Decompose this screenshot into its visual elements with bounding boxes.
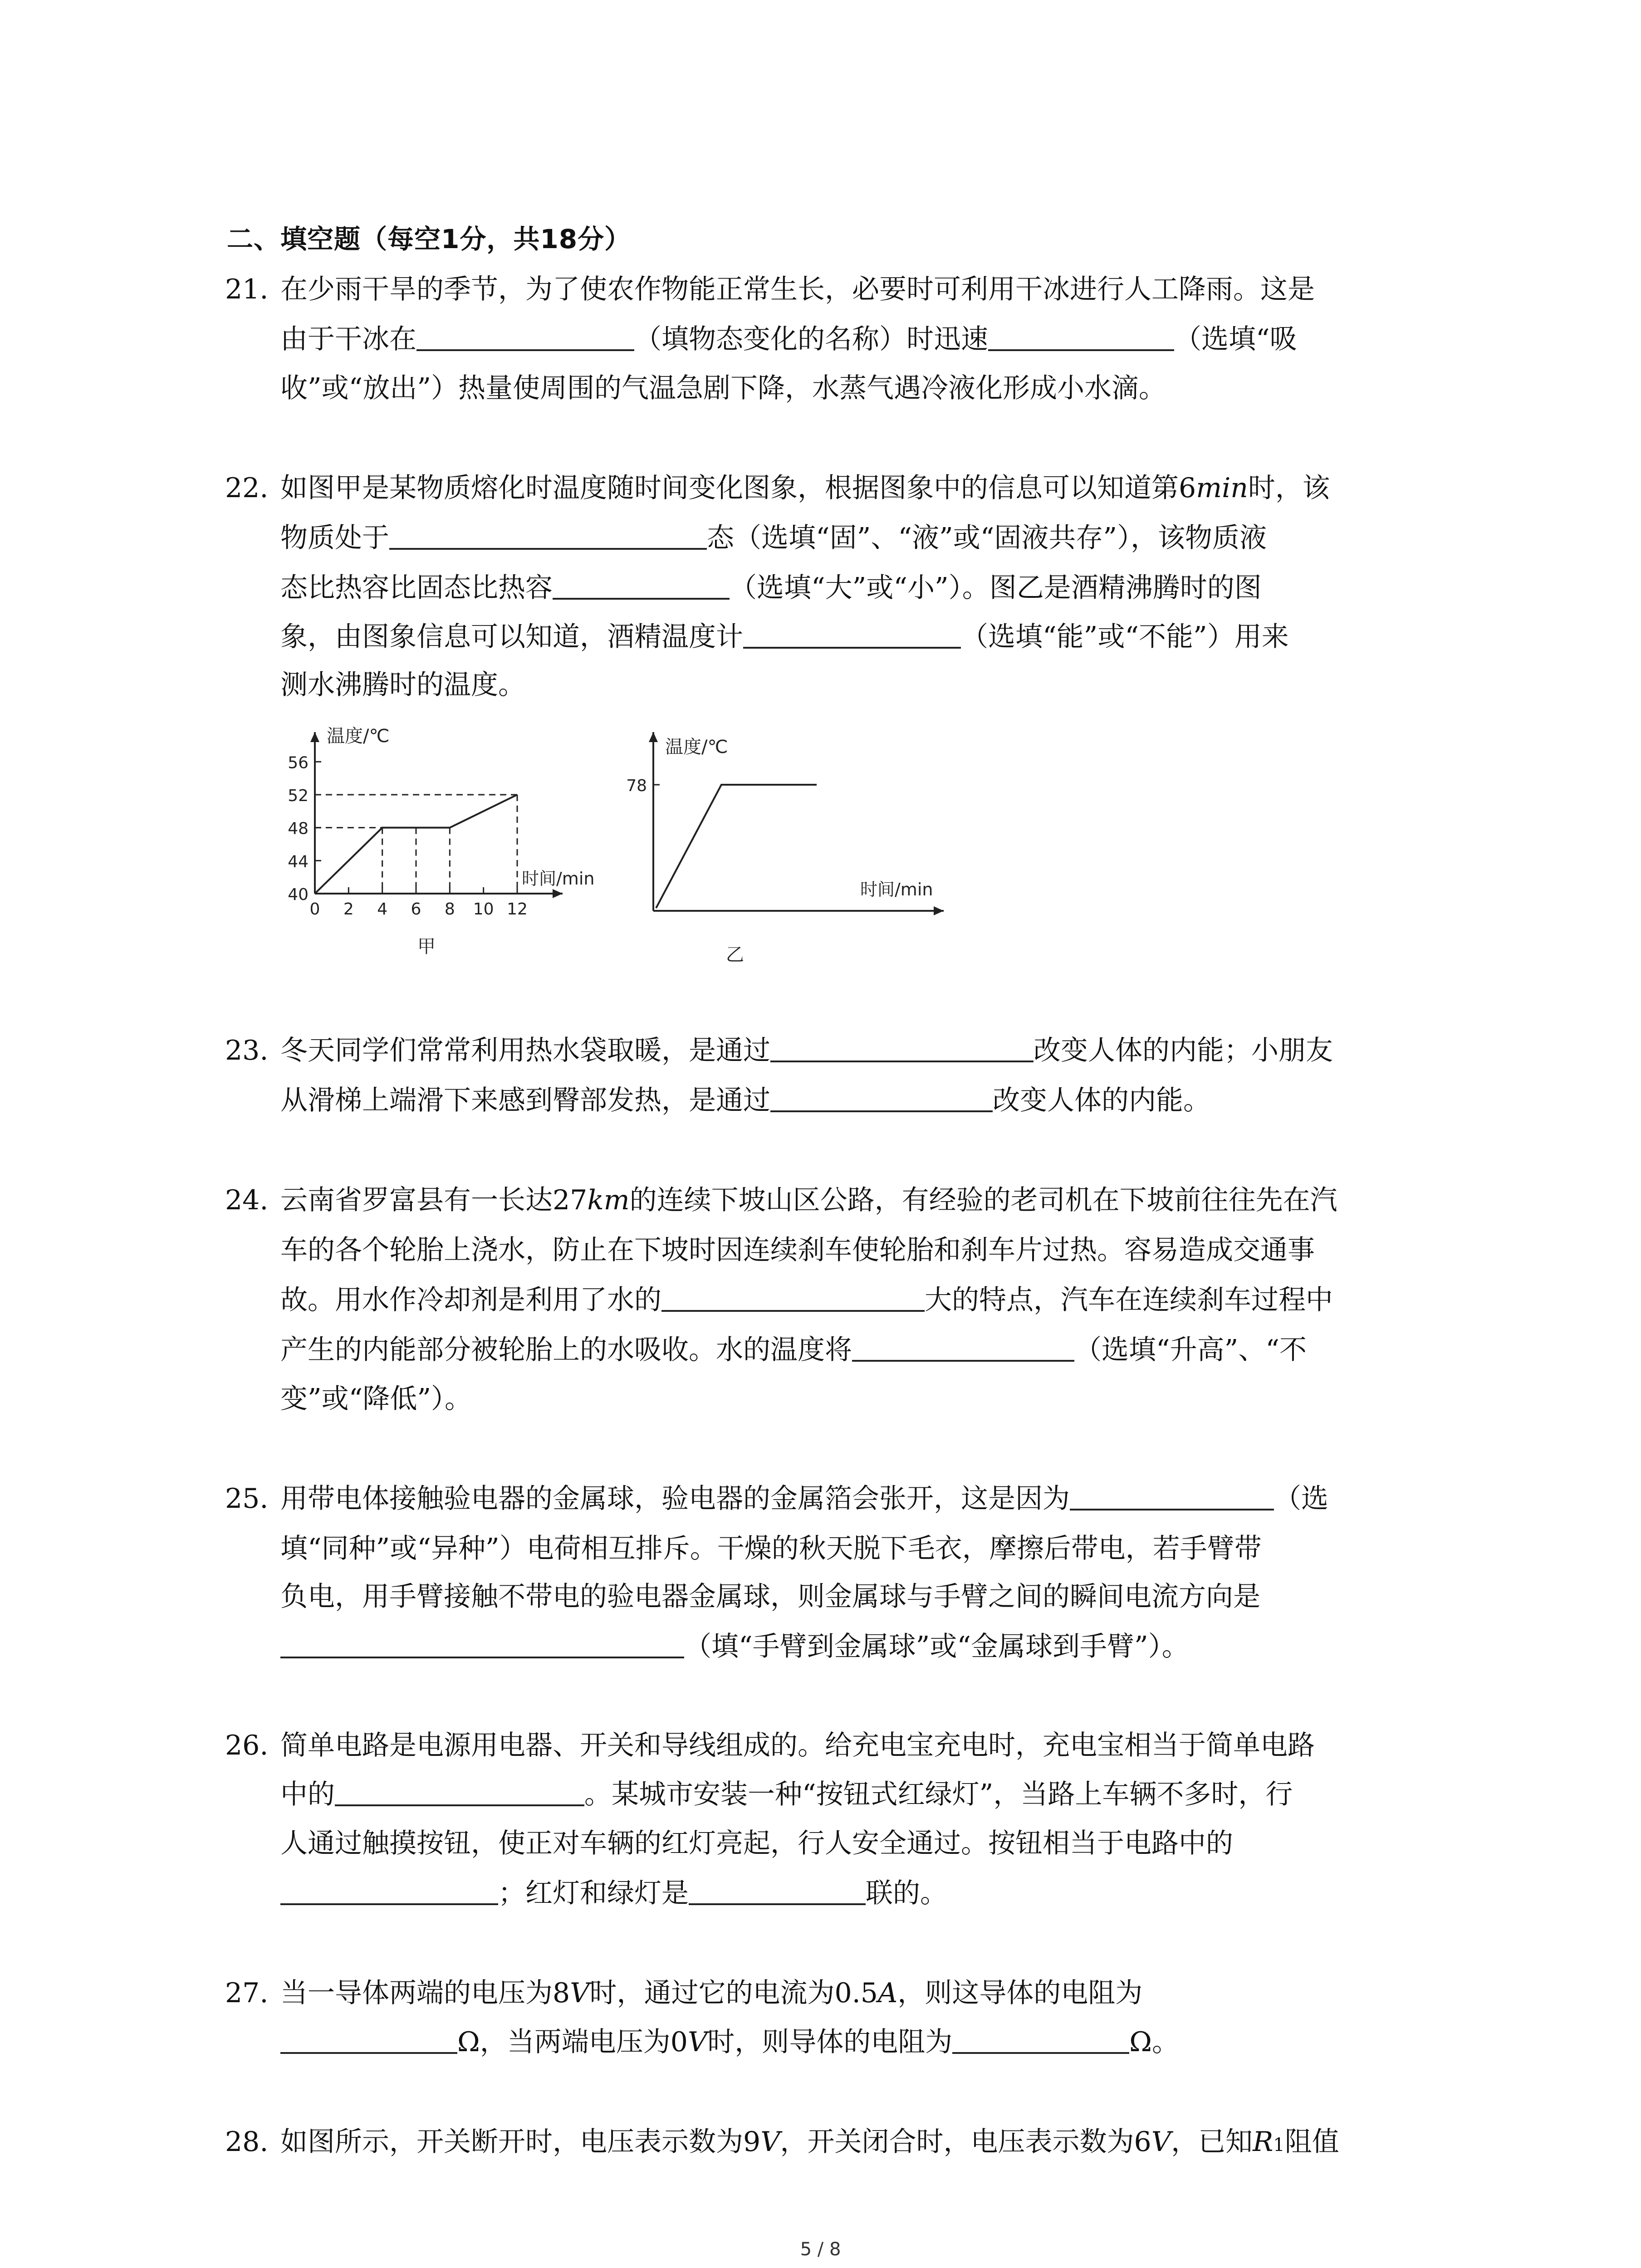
- text-segment: ，已知: [1171, 2126, 1253, 2158]
- text-segment: 云南省罗富县有一长达: [280, 1184, 553, 1216]
- question-line: [280, 1776, 1293, 1813]
- text-segment: 当一导体两端的电压为: [280, 1977, 553, 2009]
- text-segment: 冬天同学们常常利用热水袋取暖，是通过: [280, 1035, 770, 1066]
- text-segment: V: [687, 2026, 708, 2058]
- question-line: 负电，用手臂接触不带电的验电器金属球，则金属球与手臂之间的瞬间电流方向是: [280, 1581, 1260, 1613]
- y-axis-label: 温度/℃: [665, 737, 728, 758]
- x-tick-label: 10: [473, 900, 494, 919]
- text-segment: 象，由图象信息可以知道，酒精温度计: [280, 621, 743, 653]
- text-segment: V: [570, 1977, 590, 2009]
- question-line: [280, 1182, 1337, 1218]
- answer-blank[interactable]: [661, 1285, 925, 1312]
- text-segment: 阻值: [1284, 2126, 1339, 2158]
- text-segment: 时，通过它的电流为: [589, 1977, 835, 2009]
- text-segment: 故。用水作冷却剂是利用了水的: [280, 1284, 661, 1316]
- question-line: [280, 1282, 1333, 1318]
- question-line: [280, 2124, 1339, 2163]
- question-line: 人通过触摸按钮，使正对车辆的红灯亮起，行人安全通过。按钮相当于电路中的: [280, 1828, 1233, 1859]
- question-line: 测水沸腾时的温度。: [280, 669, 525, 701]
- answer-blank[interactable]: [280, 2027, 457, 2054]
- y-tick-label: 78: [626, 777, 647, 795]
- x-tick-label: 8: [444, 900, 455, 919]
- question-line: 填“同种”或“异种”）电荷相互排斥。干燥的秋天脱下毛衣，摩擦后带电，若手臂带: [280, 1533, 1262, 1564]
- question-line: [280, 1975, 1142, 2011]
- text-segment: （选填“能”或“不能”）用来: [961, 621, 1289, 653]
- answer-blank[interactable]: [770, 1035, 1034, 1062]
- text-segment: min: [1196, 472, 1248, 504]
- text-segment: ，则这导体的电阻为: [897, 1977, 1143, 2009]
- x-tick-label: 0: [309, 900, 320, 919]
- chart-caption: 乙: [726, 944, 744, 965]
- question-line: 变”或“降低”）。: [280, 1383, 472, 1415]
- text-segment: （选填“吸: [1174, 323, 1297, 355]
- text-segment: 由于干冰在: [280, 323, 416, 355]
- x-tick-label: 4: [377, 900, 388, 919]
- text-segment: 27: [553, 1184, 588, 1216]
- text-segment: （填“手臂到金属球”或“金属球到手臂”）。: [684, 1631, 1189, 1662]
- text-segment: 1: [1273, 2135, 1285, 2156]
- question-line: [280, 1481, 1328, 1517]
- answer-blank[interactable]: [852, 1334, 1074, 1362]
- text-segment: 态（选填“固”、“液”或“固液共存”），该物质液: [707, 522, 1267, 554]
- question-line: [280, 1332, 1307, 1368]
- text-segment: 大的特点，汽车在连续刹车过程中: [925, 1284, 1333, 1316]
- text-segment: 产生的内能部分被轮胎上的水吸收。水的温度将: [280, 1334, 852, 1366]
- question-number: 24.: [225, 1184, 269, 1216]
- text-segment: 联的。: [866, 1877, 947, 1909]
- question-number: 28.: [225, 2126, 269, 2158]
- question-number: 27.: [225, 1977, 269, 2009]
- text-segment: V: [760, 2126, 780, 2158]
- question-line: [280, 2024, 1179, 2060]
- x-axis-label: 时间/min: [522, 869, 595, 889]
- x-tick-label: 12: [507, 900, 528, 919]
- question-number: 26.: [225, 1730, 269, 1761]
- text-segment: （选填“大”或“小”）。图乙是酒精沸腾时的图: [730, 572, 1262, 604]
- chart-caption: 甲: [417, 936, 436, 957]
- text-segment: （选填“升高”、“不: [1074, 1334, 1307, 1366]
- text-segment: km: [587, 1184, 630, 1216]
- answer-blank[interactable]: [952, 2027, 1129, 2054]
- text-segment: 。某城市安装一种“按钮式红绿灯”，当路上车辆不多时，行: [584, 1779, 1293, 1810]
- section-title: 二、填空题（每空1分，共18分）: [227, 224, 632, 254]
- question-line: [280, 1628, 1189, 1665]
- x-axis-head: [553, 889, 563, 898]
- question-line: [280, 1032, 1333, 1069]
- text-segment: 的连续下坡山区公路，有经验的老司机在下坡前往往先在汽: [629, 1184, 1337, 1216]
- question-line: 收”或“放出”）热量使周围的气温急剧下降，水蒸气遇冷液化形成小水滴。: [280, 372, 1166, 404]
- y-tick-label: 44: [288, 852, 309, 871]
- text-segment: Ω，当两端电压为: [457, 2026, 671, 2058]
- text-segment: V: [1151, 2126, 1171, 2158]
- text-segment: 改变人体的内能。: [993, 1085, 1210, 1116]
- y-tick-label: 48: [288, 819, 309, 838]
- answer-blank[interactable]: [770, 1085, 993, 1112]
- question-number: 23.: [225, 1035, 269, 1066]
- question-number: 22.: [225, 472, 269, 504]
- answer-blank[interactable]: [335, 1779, 584, 1806]
- answer-blank[interactable]: [280, 1878, 498, 1905]
- x-axis-label: 时间/min: [860, 880, 933, 899]
- question-number: 21.: [225, 274, 269, 305]
- text-segment: 8: [553, 1977, 570, 2009]
- answer-blank[interactable]: [689, 1878, 866, 1905]
- text-segment: 9: [743, 2126, 761, 2158]
- text-segment: 时，则导体的电阻为: [707, 2026, 953, 2058]
- text-segment: ；红灯和绿灯是: [498, 1877, 689, 1909]
- text-segment: 如图甲是某物质熔化时温度随时间变化图象，根据图象中的信息可以知道第: [280, 472, 1179, 504]
- text-segment: R: [1253, 2126, 1274, 2158]
- question-line: [280, 1082, 1210, 1119]
- y-tick-label: 40: [288, 885, 309, 904]
- text-segment: （选: [1274, 1483, 1328, 1515]
- answer-blank[interactable]: [1070, 1483, 1274, 1510]
- x-tick-label: 2: [343, 900, 354, 919]
- question-line: 简单电路是电源用电器、开关和导线组成的。给充电宝充电时，充电宝相当于简单电路: [280, 1730, 1315, 1761]
- question-line: 在少雨干旱的季节，为了使农作物能正常生长，必要时可利用干冰进行人工降雨。这是: [280, 274, 1315, 305]
- question-line: 车的各个轮胎上浇水，防止在下坡时因连续刹车使轮胎和刹车片过热。容易造成交通事: [280, 1234, 1315, 1266]
- question-line: [280, 1875, 947, 1911]
- text-segment: Ω。: [1129, 2026, 1180, 2058]
- text-segment: 时，该: [1248, 472, 1330, 504]
- y-tick-label: 56: [288, 753, 309, 772]
- text-segment: 用带电体接触验电器的金属球，验电器的金属箔会张开，这是因为: [280, 1483, 1070, 1515]
- text-segment: 态比热容比固态比热容: [280, 572, 553, 604]
- text-segment: 6: [1179, 472, 1196, 504]
- y-axis-head: [649, 732, 658, 742]
- y-axis-head: [310, 732, 319, 742]
- answer-blank[interactable]: [280, 1631, 684, 1658]
- text-segment: 6: [1134, 2126, 1151, 2158]
- text-segment: 0.5: [834, 1977, 878, 2009]
- text-segment: 改变人体的内能；小朋友: [1034, 1035, 1333, 1066]
- x-tick-label: 6: [411, 900, 421, 919]
- text-segment: 从滑梯上端滑下来感到臀部发热，是通过: [280, 1085, 770, 1116]
- text-segment: 物质处于: [280, 522, 389, 554]
- text-segment: 0: [670, 2026, 688, 2058]
- figure-charts: [0, 0, 1641, 998]
- page-number: 5 / 8: [800, 2239, 841, 2260]
- text-segment: （填物态变化的名称）时迅速: [634, 323, 988, 355]
- y-tick-label: 52: [288, 787, 309, 805]
- text-segment: ，开关闭合时，电压表示数为: [780, 2126, 1134, 2158]
- text-segment: 中的: [280, 1779, 335, 1810]
- question-number: 25.: [225, 1483, 269, 1515]
- y-axis-label: 温度/℃: [327, 726, 390, 747]
- text-segment: 如图所示，开关断开时，电压表示数为: [280, 2126, 743, 2158]
- text-segment: A: [877, 1977, 898, 2009]
- series-line: [656, 785, 817, 908]
- x-axis-head: [934, 906, 944, 915]
